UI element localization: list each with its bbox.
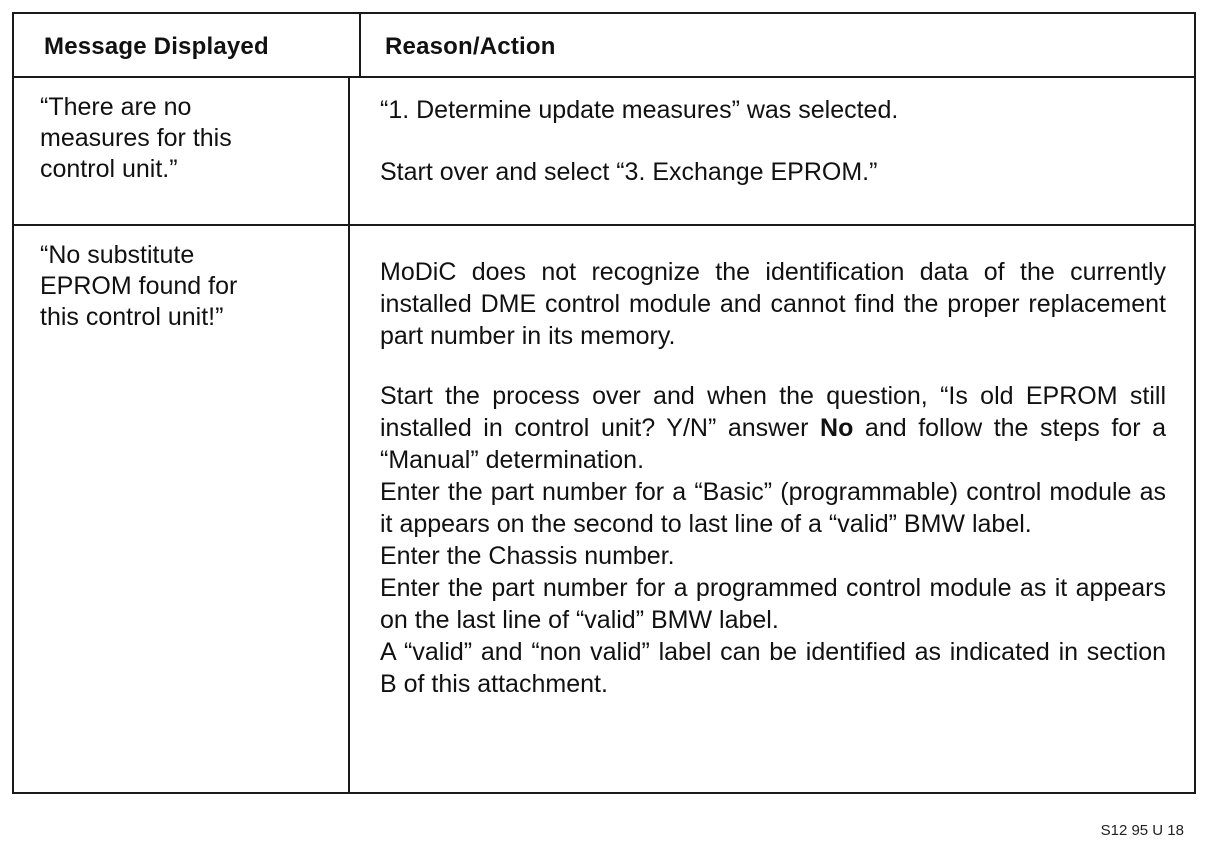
header-message-displayed: Message Displayed — [44, 33, 269, 60]
message-text: “No substitute EPROM found for this control unit!” — [40, 241, 238, 331]
reason-line-start-over: Start over and select “3. Exchange EPROM.” — [380, 158, 878, 186]
reason-step-start-over — [380, 380, 1166, 476]
message-cell — [14, 226, 348, 333]
table-header-row — [14, 14, 1194, 78]
header-cell-message — [14, 14, 359, 61]
reason-step-basic-part: Enter the part number for a “Basic” (programmable) control module as it appears on the second to last line of a “valid” BMW label. — [380, 478, 1166, 538]
table-row — [14, 226, 1194, 792]
reason-step-chassis: Enter the Chassis number. — [380, 542, 675, 570]
step-text: and follow the steps for a “Manual” determination. — [380, 414, 1166, 474]
message-table — [12, 12, 1196, 794]
message-text: “There are no measures for this control unit.” — [40, 93, 232, 183]
message-cell — [14, 78, 348, 185]
reason-step-valid-label: A “valid” and “non valid” label can be identified as indicated in section B of this attachment. — [380, 638, 1166, 698]
reason-line-selected: “1. Determine update measures” was selected. — [380, 96, 899, 124]
document-reference: S12 95 U 18 — [1100, 822, 1184, 839]
reason-cell — [350, 78, 1194, 188]
header-reason-action: Reason/Action — [385, 33, 556, 60]
table-row — [14, 78, 1194, 226]
reason-intro: MoDiC does not recognize the identification data of the currently installed DME control module and cannot find the proper replacement part number in its memory. — [380, 258, 1166, 350]
step-text: Start the process over and when the question, “Is old EPROM still installed in control unit? Y/N” answer — [380, 382, 1166, 442]
header-cell-reason — [361, 14, 1194, 61]
answer-no: No — [820, 414, 854, 442]
reason-step-programmed-part: Enter the part number for a programmed control module as it appears on the last line of “valid” BMW label. — [380, 574, 1166, 634]
reason-cell — [350, 226, 1194, 700]
